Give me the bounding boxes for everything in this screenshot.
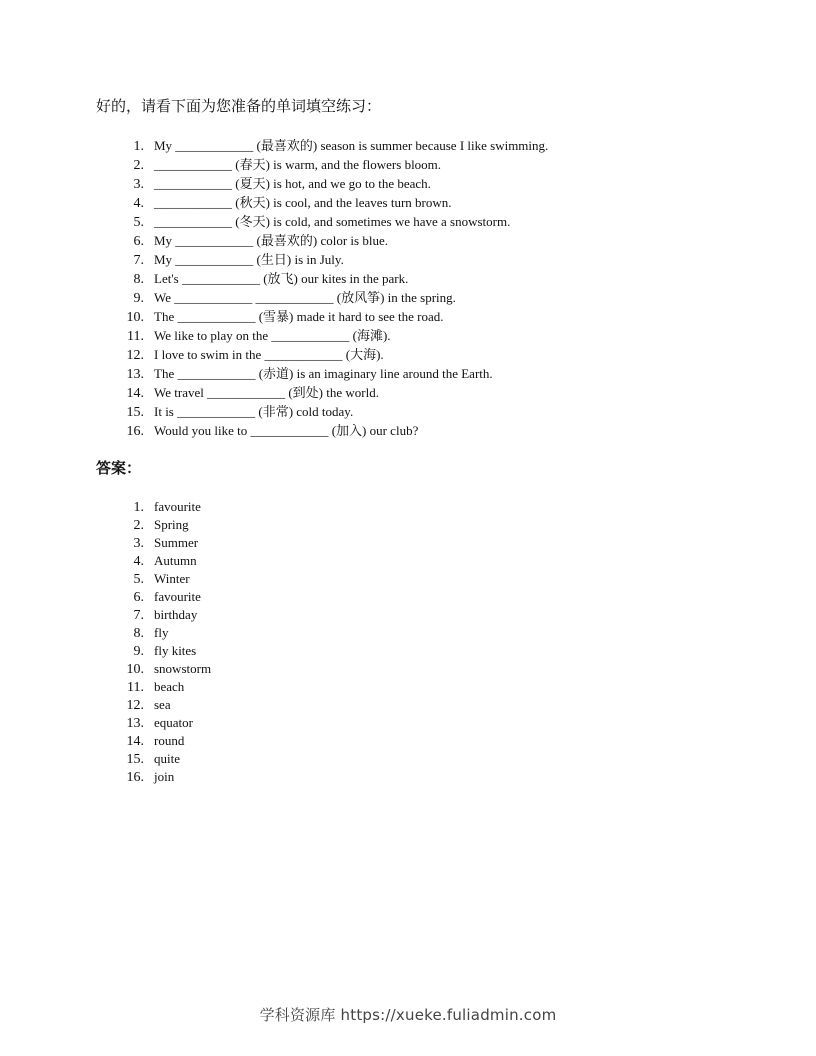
answer-item-text: fly kites — [154, 643, 197, 658]
exercise-item-text: Would you like to ____________ (加入) our club? — [154, 423, 419, 438]
spacer — [144, 732, 154, 750]
answer-item — [96, 534, 211, 552]
exercise-item-number — [96, 288, 144, 307]
spacer — [144, 642, 154, 660]
spacer — [144, 678, 154, 696]
answer-item-text: Winter — [154, 571, 190, 586]
exercise-item — [96, 326, 548, 345]
spacer — [144, 696, 154, 714]
answer-item-text: sea — [154, 697, 171, 712]
answer-item-text: favourite — [154, 499, 201, 514]
exercise-item-number-text: 14. — [126, 386, 144, 401]
exercise-item — [96, 250, 548, 269]
exercise-item-text: My ____________ (最喜欢的) season is summer because I like swimming. — [154, 138, 549, 153]
answer-item-number-text: 1. — [133, 500, 144, 515]
exercise-item-text: We travel ____________ (到处) the world. — [154, 385, 379, 400]
answer-list — [96, 498, 211, 786]
exercise-item-number — [96, 193, 144, 212]
answer-item-number-text: 7. — [133, 608, 144, 623]
spacer — [144, 570, 154, 588]
answer-item-number-text: 10. — [126, 662, 144, 677]
answer-item-text: quite — [154, 751, 180, 766]
answer-item-number — [96, 588, 144, 606]
spacer — [144, 326, 154, 345]
exercise-item-number-text: 13. — [126, 367, 144, 382]
spacer — [144, 624, 154, 642]
answer-item-number — [96, 534, 144, 552]
answer-item-number-text: 8. — [133, 626, 144, 641]
exercise-item — [96, 402, 548, 421]
answer-item-number — [96, 714, 144, 732]
answer-item — [96, 498, 211, 516]
spacer — [144, 345, 154, 364]
exercise-item-number — [96, 421, 144, 440]
answer-item-number — [96, 750, 144, 768]
exercise-item-number — [96, 231, 144, 250]
exercise-item-text: Let's ____________ (放飞) our kites in the park. — [154, 271, 409, 286]
spacer — [144, 231, 154, 250]
spacer — [144, 174, 154, 193]
exercise-item-number-text: 2. — [133, 158, 144, 173]
exercise-item-number-text: 15. — [126, 405, 144, 420]
spacer — [144, 193, 154, 212]
answer-item-number-text: 11. — [127, 680, 144, 695]
exercise-item-number-text: 1. — [133, 139, 144, 154]
answer-item-number — [96, 768, 144, 786]
answer-item — [96, 768, 211, 786]
exercise-item-number-text: 16. — [126, 424, 144, 439]
spacer — [144, 498, 154, 516]
exercise-item-text: The ____________ (雪暴) made it hard to see the road. — [154, 309, 444, 324]
exercise-item-text: My ____________ (最喜欢的) color is blue. — [154, 233, 388, 248]
spacer — [144, 714, 154, 732]
answer-item-number-text: 12. — [126, 698, 144, 713]
spacer — [144, 534, 154, 552]
answer-item-text: Spring — [154, 517, 189, 532]
spacer — [144, 269, 154, 288]
exercise-item — [96, 345, 548, 364]
exercise-item-number — [96, 326, 144, 345]
exercise-item-number-text: 6. — [133, 234, 144, 249]
answer-item-number-text: 14. — [126, 734, 144, 749]
exercise-item-number-text: 11. — [127, 329, 144, 344]
answer-item — [96, 606, 211, 624]
exercise-item — [96, 174, 548, 193]
exercise-item-number — [96, 307, 144, 326]
exercise-item-text: The ____________ (赤道) is an imaginary line around the Earth. — [154, 366, 493, 381]
answer-item-number-text: 2. — [133, 518, 144, 533]
spacer — [144, 421, 154, 440]
exercise-item — [96, 212, 548, 231]
exercise-item-number — [96, 250, 144, 269]
answer-item — [96, 750, 211, 768]
exercise-item-number — [96, 345, 144, 364]
exercise-item-number — [96, 402, 144, 421]
exercise-item-number — [96, 269, 144, 288]
exercise-item-text: ____________ (春天) is warm, and the flowers bloom. — [154, 157, 442, 172]
answer-item — [96, 678, 211, 696]
spacer — [144, 136, 154, 155]
exercise-item — [96, 193, 548, 212]
spacer — [144, 516, 154, 534]
answer-item-number-text: 6. — [133, 590, 144, 605]
spacer — [144, 307, 154, 326]
spacer — [144, 155, 154, 174]
answer-item-text: fly — [154, 625, 169, 640]
exercise-item-number — [96, 212, 144, 231]
exercise-item-text: ____________ (夏天) is hot, and we go to the beach. — [154, 176, 431, 191]
exercise-item — [96, 364, 548, 383]
exercise-list — [96, 136, 548, 440]
spacer — [144, 383, 154, 402]
answer-item — [96, 660, 211, 678]
answer-item-number — [96, 660, 144, 678]
spacer — [144, 288, 154, 307]
spacer — [144, 364, 154, 383]
exercise-item — [96, 269, 548, 288]
answer-item-text: favourite — [154, 589, 201, 604]
answer-item-number — [96, 696, 144, 714]
answer-item — [96, 588, 211, 606]
answer-item — [96, 624, 211, 642]
answer-item-text: birthday — [154, 607, 198, 622]
answer-item-text: round — [154, 733, 185, 748]
intro-text: 好的，请看下面为您准备的单词填空练习： — [96, 97, 382, 115]
exercise-item-text: ____________ (秋天) is cool, and the leaves turn brown. — [154, 195, 452, 210]
exercise-item — [96, 136, 548, 155]
answer-item — [96, 696, 211, 714]
exercise-item-text: ____________ (冬天) is cold, and sometimes we have a snowstorm. — [154, 214, 511, 229]
answer-item-number — [96, 642, 144, 660]
exercise-item — [96, 383, 548, 402]
answer-item-text: join — [154, 769, 175, 784]
exercise-item-number — [96, 364, 144, 383]
spacer — [144, 402, 154, 421]
exercise-item-number-text: 9. — [133, 291, 144, 306]
exercise-item-number-text: 7. — [133, 253, 144, 268]
exercise-item — [96, 231, 548, 250]
answer-item-number-text: 15. — [126, 752, 144, 767]
answer-item-number — [96, 606, 144, 624]
answer-item-number — [96, 570, 144, 588]
exercise-item-text: We like to play on the ____________ (海滩). — [154, 328, 391, 343]
answer-item-number — [96, 678, 144, 696]
exercise-item-number-text: 8. — [133, 272, 144, 287]
exercise-item-number-text: 3. — [133, 177, 144, 192]
answer-item — [96, 552, 211, 570]
answer-item — [96, 516, 211, 534]
spacer — [144, 588, 154, 606]
exercise-item-number-text: 12. — [126, 348, 144, 363]
exercise-item-number-text: 4. — [133, 196, 144, 211]
answer-item-text: equator — [154, 715, 193, 730]
answer-item-text: beach — [154, 679, 185, 694]
answer-item-number-text: 3. — [133, 536, 144, 551]
answer-item-number — [96, 624, 144, 642]
answer-item-text: Autumn — [154, 553, 197, 568]
exercise-item-number — [96, 174, 144, 193]
answer-item-number-text: 13. — [126, 716, 144, 731]
spacer — [144, 768, 154, 786]
exercise-item-text: My ____________ (生日) is in July. — [154, 252, 344, 267]
exercise-item-text: We ____________ ____________ (放风筝) in the spring. — [154, 290, 456, 305]
exercise-item-number — [96, 136, 144, 155]
spacer — [144, 660, 154, 678]
answer-item — [96, 570, 211, 588]
answer-item-number — [96, 498, 144, 516]
exercise-item — [96, 421, 548, 440]
footer-watermark: 学科资源库 https://xueke.fuliadmin.com — [259, 1006, 557, 1024]
answer-item — [96, 642, 211, 660]
exercise-item — [96, 288, 548, 307]
exercise-item — [96, 307, 548, 326]
spacer — [144, 552, 154, 570]
answer-item-number-text: 5. — [133, 572, 144, 587]
answer-item-text: Summer — [154, 535, 199, 550]
answer-item-number-text: 4. — [133, 554, 144, 569]
spacer — [144, 212, 154, 231]
answer-item-number-text: 9. — [133, 644, 144, 659]
exercise-item-text: It is ____________ (非常) cold today. — [154, 404, 354, 419]
exercise-item-text: I love to swim in the ____________ (大海). — [154, 347, 384, 362]
exercise-item — [96, 155, 548, 174]
spacer — [144, 606, 154, 624]
answer-item — [96, 732, 211, 750]
answer-item-number — [96, 732, 144, 750]
answer-item — [96, 714, 211, 732]
answer-item-number-text: 16. — [126, 770, 144, 785]
spacer — [144, 750, 154, 768]
exercise-item-number-text: 10. — [126, 310, 144, 325]
answer-item-text: snowstorm — [154, 661, 212, 676]
exercise-item-number-text: 5. — [133, 215, 144, 230]
answer-item-number — [96, 552, 144, 570]
exercise-item-number — [96, 383, 144, 402]
answer-item-number — [96, 516, 144, 534]
spacer — [144, 250, 154, 269]
answers-heading: 答案： — [96, 459, 142, 477]
exercise-item-number — [96, 155, 144, 174]
